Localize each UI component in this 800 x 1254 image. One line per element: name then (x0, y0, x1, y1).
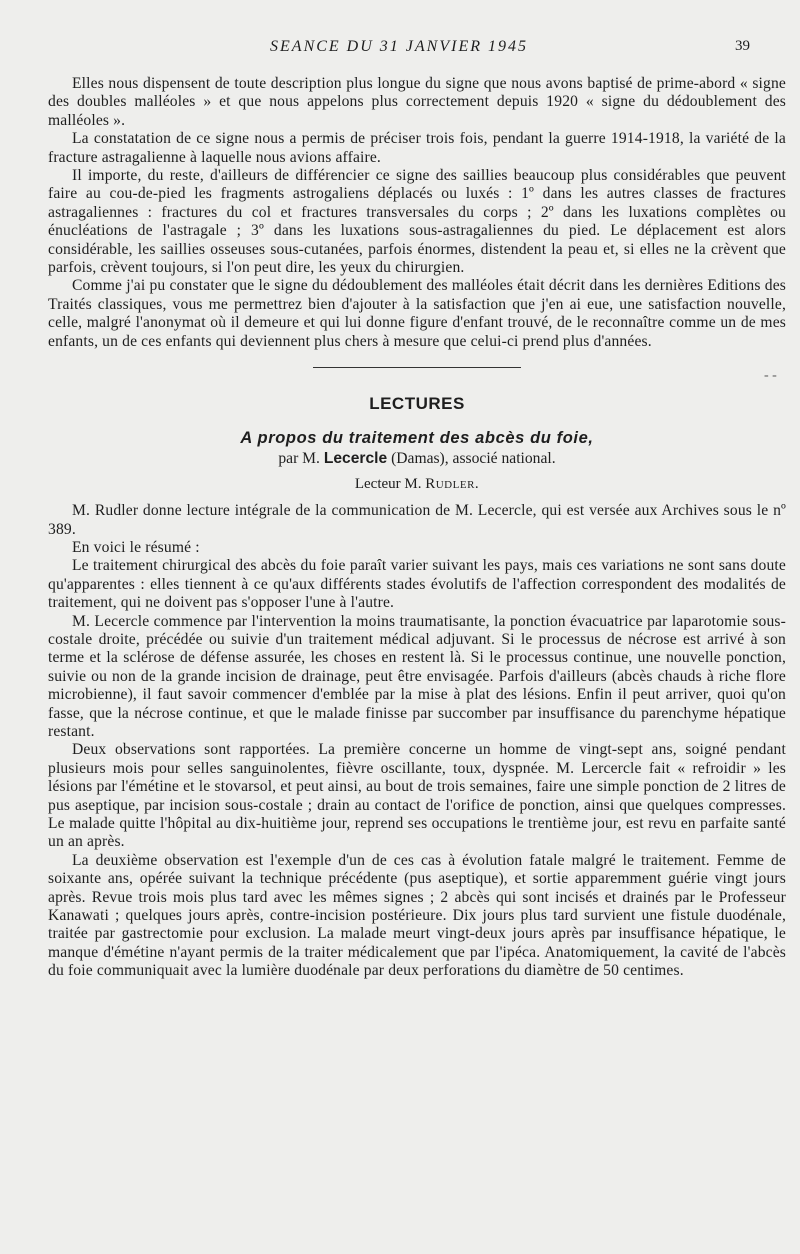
section-divider (313, 367, 521, 368)
margin-mark: - - (764, 368, 777, 383)
running-title: SEANCE DU 31 JANVIER 1945 (270, 38, 528, 55)
paragraph: Il importe, du reste, d'ailleurs de différencier ce signe des saillies beaucoup plus considérables que peuvent faire au cou-de-pied les fragments astrogaliens déplacés ou luxés : 1º dans les autres classes de fractures astragaliennes : fractures du col et fractures transversales du corps ; 2º dans les luxations complètes ou énucléations de l'astragale ; 3º dans les luxations sous-astragaliennes du pied. Le déplacement est alors considérable, les saillies osseuses sous-cutanées, parfois énormes, distendent la peau et, si elles ne la crèvent que parfois, crèvent toujours, si l'on peut dire, les yeux du chirurgien. (48, 167, 786, 277)
paragraph: La deuxième observation est l'exemple d'un de ces cas à évolution fatale malgré le traitement. Femme de soixante ans, opérée suivant la technique précédente (pus aseptique), et sortie apparemment guérie vingt jours après. Revue trois mois plus tard avec les mêmes signes ; 2 abcès qui sont incisés et drainés par le Professeur Kanawati ; quelques jours après, contre-incision postérieure. Dix jours plus tard survient une fistule duodénale, traitée par gastrectomie pour exclusion. La malade meurt vingt-deux jours après par insuffisance hépatique, le manque d'émétine n'ayant permis de la traiter médicalement que par l'ipéca. Anatomiquement, la cavité de l'abcès du foie communiquait avec la lumière duodénale par deux perforations du diamètre de 50 centimes. (48, 851, 786, 980)
page-header (48, 38, 750, 62)
reader-line (48, 476, 786, 493)
paragraph: Comme j'ai pu constater que le signe du dédoublement des malléoles était décrit dans les dernières Editions des Traités classiques, vous me permettrez bien d'ajouter à la satisfaction que j'en ai eue, une satisfaction nouvelle, celle, malgré l'anonymat où il demeure et qui lui donne figure d'enfant trouvé, de le reconnaître comme un de mes enfants, un de ces enfants qui deviennent plus chers à mesure que celui-ci prend plus d'années. (48, 277, 786, 350)
paragraph: M. Rudler donne lecture intégrale de la communication de M. Lecercle, qui est versée aux Archives sous le nº 389. (48, 502, 786, 538)
reader-label: Lecteur M. (354, 476, 422, 493)
reader-name: Rudler. (425, 476, 480, 493)
paragraph: La constatation de ce signe nous a permis de préciser trois fois, pendant la guerre 1914-1918, la variété de la fracture astragalienne à laquelle nous avions affaire. (48, 130, 786, 166)
paragraph: Le traitement chirurgical des abcès du foie paraît varier suivant les pays, mais ces variations ne sont sans doute qu'apparentes : elles tiennent à ce qu'aux différents stades évolutifs de l'affection correspondent des modalités de traitement, qui ne doivent pas s'opposer l'une à l'autre. (48, 557, 786, 612)
page-body (48, 75, 786, 981)
page-number: 39 (735, 38, 750, 54)
section-heading: LECTURES (369, 394, 465, 414)
paragraph: Elles nous dispensent de toute description plus longue du signe que nous avons baptisé de prime-abord « signe des doubles malléoles » et que nous appelons plus correctement depuis 1920 « signe du dédoublement des malléoles ». (48, 75, 786, 129)
author-name: Lecercle (323, 450, 388, 468)
byline-prefix: par M. (278, 450, 320, 468)
byline (48, 450, 786, 468)
paragraph: Deux observations sont rapportées. La première concerne un homme de vingt-sept ans, soigné pendant plusieurs mois pour selles sanguinolentes, fièvre oscillante, toux, dyspnée. M. Lercercle fait « refroidir » les lésions par l'émétine et le stovarsol, et peut ainsi, au bout de trois semaines, faire une simple ponction de 2 litres de pus aseptique, par incision sous-costale ; drain au contact de l'orifice de ponction, ainsi que quelques compresses. Le malade quitte l'hôpital au dix-huitième jour, reprend ses occupations le trentième jour, est revu en parfaite santé un an après. (48, 741, 786, 851)
byline-affiliation: (Damas), associé national. (391, 450, 556, 468)
paragraph: M. Lecercle commence par l'intervention la moins traumatisante, la ponction évacuatrice par laparotomie sous-costale droite, précédée ou suivie d'un traitement médical adjuvant. Si le processus de nécrose est arrivé à son terme et la sclérose de défense assurée, les choses en restent là. Si le processus continue, une nouvelle ponction, suivie ou non de la grande incision de drainage, peut être envisagée. Parfois d'ailleurs (abcès chauds à riche flore microbienne), il faut savoir commencer d'emblée par la mise à plat des lésions. Enfin il peut arriver, quoi qu'on fasse, que la nécrose continue, et que le malade finisse par succomber par insuffisance du parenchyme hépatique restant. (48, 612, 786, 740)
article-title: A propos du traitement des abcès du foie, (240, 429, 594, 448)
paragraph: En voici le résumé : (72, 538, 200, 556)
